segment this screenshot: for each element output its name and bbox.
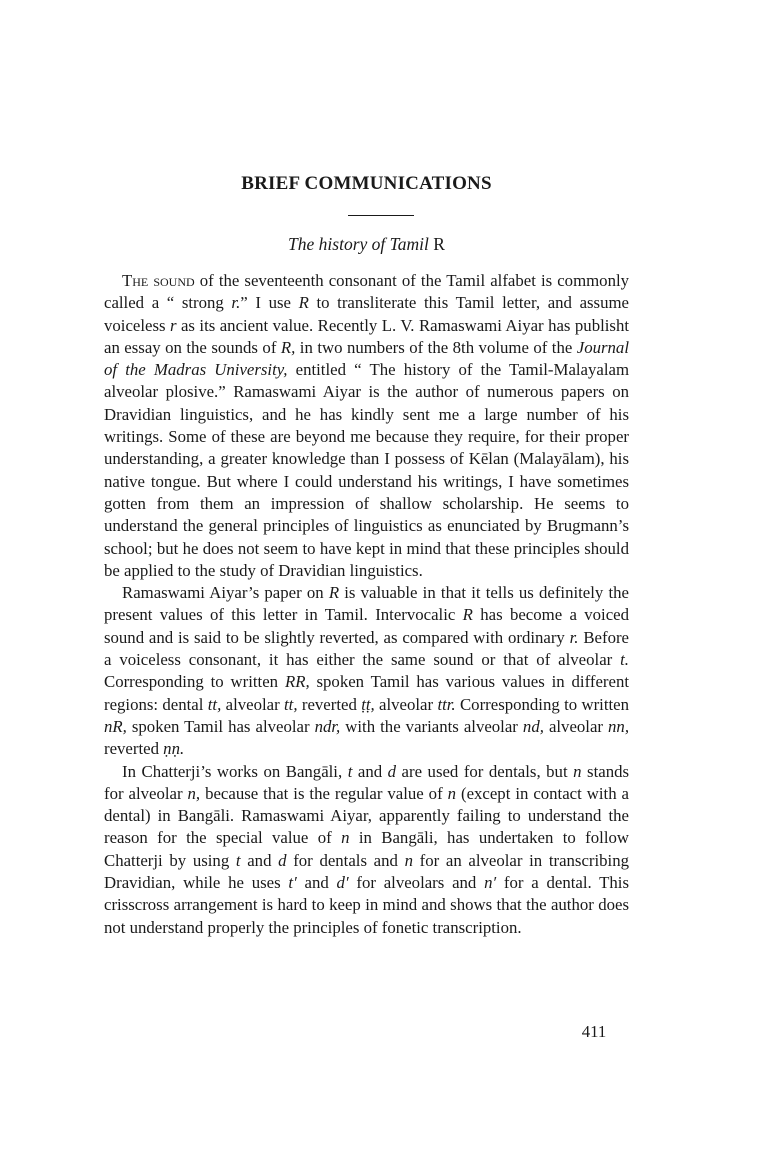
italic-term: r.: [569, 627, 579, 647]
italic-term: t′: [288, 873, 297, 893]
italic-term: tt,: [284, 694, 298, 714]
text-run: (except in contact with a dental) in Bangāli. Ramaswami Aiyar, apparently failing to understand the reason for the special value of: [104, 783, 629, 848]
text-run: in Bangāli, has undertaken to follow Chatterji by using: [104, 828, 629, 870]
italic-term: t: [235, 850, 241, 870]
italic-term: d′: [336, 873, 349, 893]
italic-term: n: [573, 761, 582, 781]
paragraph-lead: The sound: [122, 271, 195, 290]
italic-term: nd,: [522, 716, 544, 736]
text-run: is valuable in that it tells us definitely the present values of this letter in Tamil. Intervocalic: [104, 583, 629, 625]
italic-term: RR,: [284, 672, 310, 692]
text-run: alveolar: [374, 694, 438, 714]
text-run: Ramaswami Aiyar’s paper on: [122, 583, 329, 603]
text-run: Corresponding to written: [455, 694, 629, 714]
text-run: Corresponding to written: [104, 672, 285, 692]
italic-term: R: [462, 605, 473, 625]
text-run: for dentals and: [286, 850, 405, 870]
italic-term: ṭṭ,: [361, 694, 375, 714]
text-run: for a dental. This crisscross arrangement is hard to keep in mind and shows that the author does not understand properly the principles of fonetic transcription.: [104, 873, 629, 937]
article-title-text: The history of Tamil: [288, 234, 429, 254]
italic-term: r.: [231, 293, 241, 313]
italic-term: n: [341, 828, 350, 848]
italic-term: ndr,: [314, 716, 341, 736]
text-run: of the seventeenth consonant of the Tamil alfabet is commonly called a “ strong: [104, 271, 630, 313]
italic-term: R: [328, 583, 340, 603]
text-run: with the variants alveolar: [340, 716, 523, 736]
italic-term: Journal of the Madras University,: [104, 337, 629, 380]
text-run: reverted: [297, 694, 362, 714]
italic-term: d: [278, 850, 287, 870]
text-run: are used for dentals, but: [396, 761, 574, 781]
italic-term: n: [404, 850, 413, 870]
italic-term: n′: [484, 873, 497, 893]
text-run: for an alveolar in transcribing Dravidian, while he uses: [104, 850, 629, 893]
heading-divider: [348, 215, 414, 216]
italic-term: n: [447, 783, 457, 803]
text-run: as its ancient value. Recently L. V. Ramaswami Aiyar has publisht an essay on the sounds of: [104, 315, 630, 357]
italic-term: R,: [280, 337, 296, 357]
italic-term: nn,: [608, 716, 630, 736]
section-heading: BRIEF COMMUNICATIONS: [241, 173, 492, 194]
text-run: spoken Tamil has alveolar: [126, 716, 315, 736]
article-title: [104, 234, 629, 255]
italic-term: R: [298, 293, 309, 313]
italic-term: r: [169, 315, 177, 335]
text-run: spoken Tamil has various values in different regions: dental: [104, 672, 630, 714]
paragraph: [104, 582, 629, 760]
text-run: stands for alveolar: [104, 761, 630, 803]
italic-term: d: [387, 761, 397, 781]
text-run: in two numbers of the 8th volume of the: [295, 337, 577, 357]
italic-term: t.: [620, 650, 629, 670]
page-number: 411: [581, 1022, 607, 1041]
text-run: alveolar: [543, 716, 609, 736]
italic-term: t: [347, 761, 353, 781]
text-run: and: [352, 761, 388, 781]
text-run: alveolar: [221, 694, 284, 714]
article-body: [104, 270, 629, 939]
paragraph: [104, 270, 629, 582]
text-run: ” I use: [240, 293, 299, 313]
text-run: Before a voiceless consonant, it has either the same sound or that of alveolar: [104, 627, 629, 670]
article-title-letter: R: [433, 234, 445, 254]
italic-term: ṇṇ.: [163, 739, 185, 759]
text-run: reverted: [104, 739, 164, 759]
italic-term: n,: [187, 783, 201, 803]
text-run: and: [296, 873, 337, 893]
text-run: because that is the regular value of: [200, 783, 448, 803]
text-run: In Chatterji’s works on Bangāli,: [122, 761, 348, 781]
paragraph: [104, 761, 629, 939]
text-run: and: [240, 850, 279, 870]
text-run: to transliterate this Tamil letter, and assume voiceless: [104, 293, 629, 335]
text-run: entitled “ The history of the Tamil-Malayalam alveolar plosive.” Ramaswami Aiyar is the author of numerous papers on Dravidian linguistics, and he has kindly sent me a large number of his writings. Some of these are beyond me because they require, for their proper understanding, a greater knowledge than I possess of Kēlan (Malayālam), his native tongue. But where I could understand his writings, I have sometimes gotten from them an impression of shallow scholarship. He seems to understand the general principles of linguistics as enunciated by Brugmann’s school; but he does not seem to have kept in mind that these principles should be applied to the study of Dravidian linguistics.: [104, 360, 630, 580]
text-run: has become a voiced sound and is said to be slightly reverted, as compared with ordinary: [104, 605, 629, 647]
italic-term: ttr.: [437, 694, 456, 714]
italic-term: tt,: [207, 694, 222, 714]
italic-term: nR,: [104, 716, 127, 736]
text-run: for alveolars and: [348, 873, 485, 893]
